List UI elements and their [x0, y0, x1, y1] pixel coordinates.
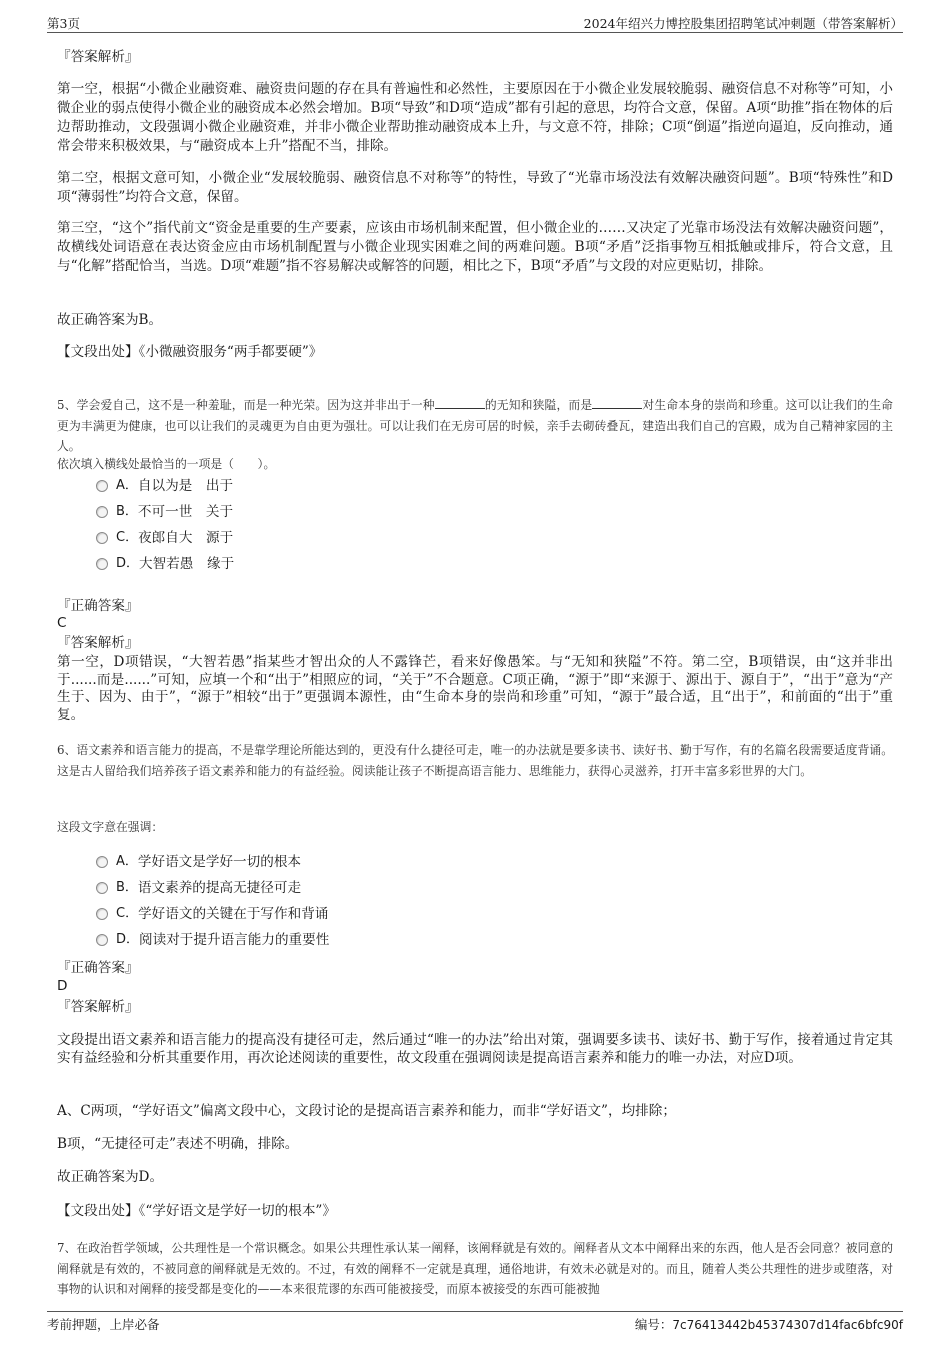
document-title: 2024年绍兴力博控股集团招聘笔试冲刺题（带答案解析） — [583, 16, 903, 31]
q5-prompt: 依次填入横线处最恰当的一项是（ ）。 — [57, 457, 276, 471]
q5-option-a[interactable]: A． 自以为是 出于 — [96, 477, 233, 495]
q6-analysis-p2: A、C两项，“学好语文”偏离文段中心，文段讨论的是提高语言素养和能力，而非“学好语文”，均排除； — [57, 1103, 676, 1119]
q6-analysis-label: 『答案解析』 — [57, 999, 139, 1015]
page-number: 第3页 — [47, 16, 80, 31]
radio-button[interactable] — [96, 558, 108, 570]
q5-option-b[interactable]: B． 不可一世 关于 — [96, 503, 233, 521]
q6-stem: 6、语文素养和语言能力的提高，不是靠学理论所能达到的，更没有什么捷径可走，唯一的办法就是要多读书、读好书、勤于写作，有的名篇名段需要适度背诵。这是古人留给我们培养孩子语文素养和能力的有益经验。阅读能让孩子不断提高语言能力、思维能力，获得心灵滋养，打开丰富多彩世界的大门。 — [57, 743, 893, 778]
q4-conclusion: 故正确答案为B。 — [57, 312, 163, 328]
q6-option-c[interactable]: C． 学好语文的关键在于写作和背诵 — [96, 905, 328, 923]
q6-option-a[interactable]: A． 学好语文是学好一切的根本 — [96, 853, 301, 871]
q6-prompt: 这段文字意在强调： — [57, 820, 164, 834]
radio-button[interactable] — [96, 506, 108, 518]
q5-analysis: 第一空，D项错误，“大智若愚”指某些才智出众的人不露锋芒，看来好像愚笨。与“无知和狭隘”不符。第二空，B项错误，由“这并非出于......而是......”可知，应填一个和“出于”相照应的词，“关于”不合题意。C项正确，“源于”即“来源于、源出于、源自于”，“出于”意为“产生于、因为、由于”，“源于”相较“出于”更强调本源性，由“生命本身的崇尚和珍重”可知，“源于”最合适，且“出于”，和前面的“出于”重复。 — [57, 654, 893, 723]
q6-option-d[interactable]: D． 阅读对于提升语言能力的重要性 — [96, 931, 329, 949]
fill-blank-2 — [592, 396, 642, 409]
q4-analysis-p2: 第二空，根据文意可知，小微企业“发展较脆弱、融资信息不对称等”的特性，导致了“光靠市场没法有效解决融资问题”。B项“特殊性”和D项“薄弱性”均符合文意，保留。 — [57, 170, 893, 205]
q6-correct-answer: D — [57, 978, 68, 994]
q6-conclusion: 故正确答案为D。 — [57, 1169, 164, 1185]
fill-blank-1 — [435, 396, 485, 409]
q4-source: 【文段出处】《小微融资服务“两手都要硬”》 — [57, 344, 323, 360]
q5-option-d[interactable]: D． 大智若愚 缘于 — [96, 555, 234, 573]
q6-option-b[interactable]: B． 语文素养的提高无捷径可走 — [96, 879, 301, 897]
q4-analysis-label: 『答案解析』 — [57, 49, 139, 65]
radio-button[interactable] — [96, 532, 108, 544]
document-code: 编号：7c76413442b45374307d14fac6bfc90f — [634, 1317, 903, 1332]
page-header — [47, 12, 903, 33]
q6-analysis-p3: B项，“无捷径可走”表述不明确，排除。 — [57, 1136, 299, 1152]
q7-stem: 7、在政治哲学领域，公共理性是一个常识概念。如果公共理性承认某一阐释，该阐释就是有效的。阐释者从文本中阐释出来的东西，他人是否会同意？被同意的阐释就是有效的，不被同意的阐释就是无效的。不过，有效的阐释不一定就是真理，通俗地讲，有效未必就是对的。而且，随着人类公共理性的进步或堕落，对事物的认识和对阐释的接受都是变化的——本来很荒谬的东西可能被接受，而原本被接受的东西可能被抛 — [57, 1241, 893, 1296]
q5-option-c[interactable]: C． 夜郎自大 源于 — [96, 529, 233, 547]
footer-slogan: 考前押题，上岸必备 — [47, 1317, 160, 1332]
page-footer — [47, 1311, 903, 1334]
q4-analysis-p1: 第一空，根据“小微企业融资难、融资贵问题的存在具有普遍性和必然性，主要原因在于小微企业发展较脆弱、融资信息不对称等”可知，小微企业的弱点使得小微企业的融资成本必然会增加。B项“导致”和D项“造成”都有引起的意思，均符合文意，保留。A项“助推”指在物体的后边帮助推动，文段强调小微企业融资难，并非小微企业帮助推动融资成本上升，与文意不符，排除；C项“倒逼”指逆向逼迫，反向推动，通常会带来积极效果，与“融资成本上升”搭配不当，排除。 — [57, 81, 893, 154]
q4-analysis-p3: 第三空，“这个”指代前文“资金是重要的生产要素，应该由市场机制来配置，但小微企业的……又决定了光靠市场没法有效解决融资问题”，故横线处词语意在表达资金应由市场机制配置与小微企业现实困难之间的两难问题。B项“矛盾”泛指事物互相抵触或排斥，符合文意，且与“化解”搭配恰当，当选。D项“难题”指不容易解决或解答的问题，相比之下，B项“矛盾”与文段的对应更贴切，排除。 — [57, 220, 893, 274]
q5-correct-label: 『正确答案』 — [57, 598, 139, 614]
q5-stem: 5、学会爱自己，这不是一种羞耻，而是一种光荣。因为这并非出于一种 的无知和狭隘，而是 对生命本身的崇尚和珍重。这可以让我们的生命更为丰满更为健康，也可以让我们的灵魂更为自由更为强壮。可以让我们在无房可居的时候，亲手去砌砖叠瓦，建造出我们自己的宫殿，成为自己精神家园的主人。 — [57, 398, 893, 453]
radio-button[interactable] — [96, 480, 108, 492]
q6-source: 【文段出处】《“学好语文是学好一切的根本”》 — [57, 1203, 336, 1219]
q5-analysis-label: 『答案解析』 — [57, 635, 139, 651]
q6-correct-label: 『正确答案』 — [57, 960, 139, 976]
radio-button[interactable] — [96, 908, 108, 920]
radio-button[interactable] — [96, 934, 108, 946]
q5-correct-answer: C — [57, 615, 67, 631]
radio-button[interactable] — [96, 882, 108, 894]
q6-analysis-p1: 文段提出语文素养和语言能力的提高没有捷径可走，然后通过“唯一的办法”给出对策，强调要多读书、读好书、勤于写作，接着通过肯定其实有益经验和分析其重要作用，再次论述阅读的重要性，故文段重在强调阅读是提高语言素养和能力的唯一办法，对应D项。 — [57, 1032, 893, 1066]
radio-button[interactable] — [96, 856, 108, 868]
